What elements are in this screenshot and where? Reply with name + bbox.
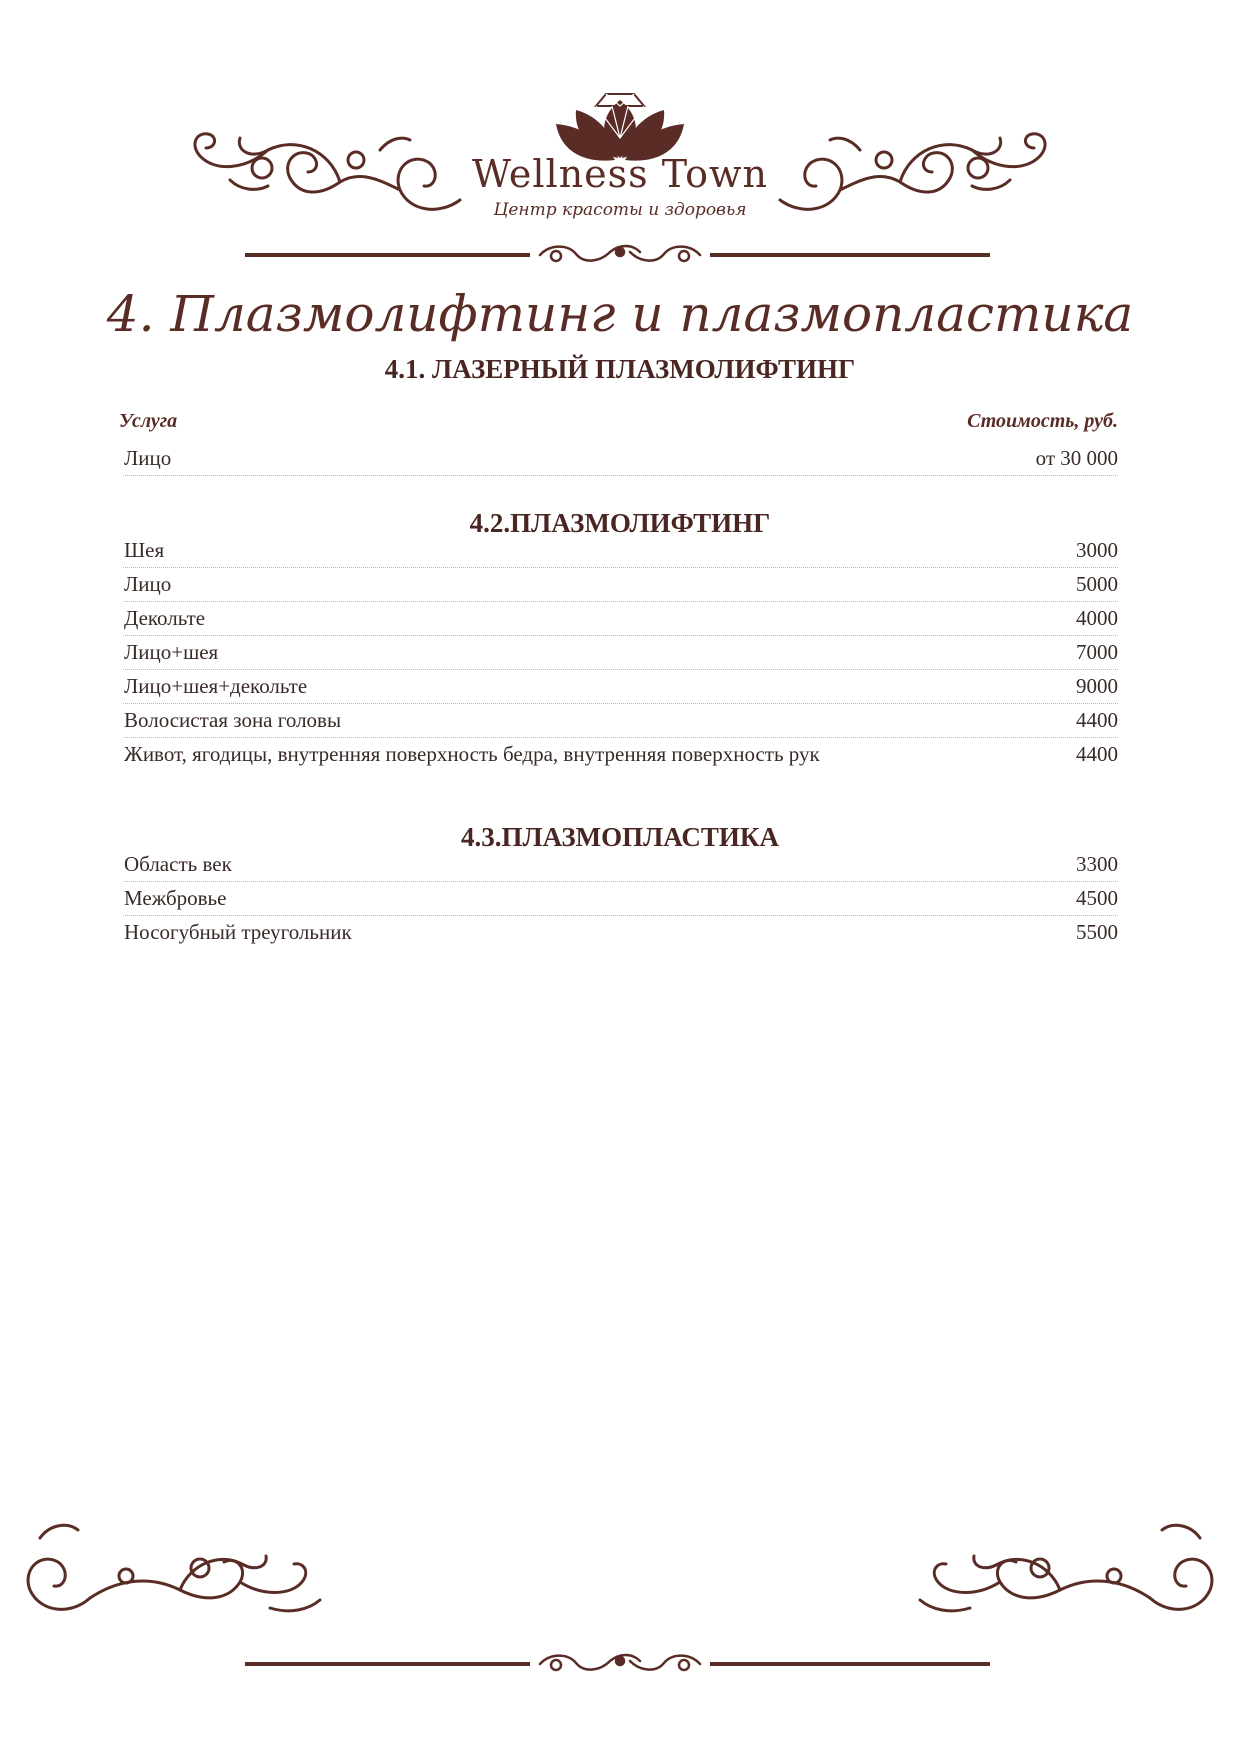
service-name: Носогубный треугольник	[124, 920, 352, 944]
service-name: Лицо+шея	[124, 640, 219, 664]
service-name: Живот, ягодицы, внутренняя поверхность бедра, внутренняя поверхность рук	[124, 742, 820, 766]
column-header-service: Услуга	[119, 410, 178, 432]
section-title: 4.1. ЛАЗЕРНЫЙ ПЛАЗМОЛИФТИНГ	[384, 354, 856, 384]
service-name: Декольте	[124, 606, 206, 630]
service-price: 4400	[1076, 742, 1118, 766]
price-row	[123, 670, 1118, 704]
scroll-ornament-icon	[28, 1525, 320, 1610]
price-row	[123, 882, 1118, 916]
service-price: 4400	[1076, 708, 1118, 732]
column-header-price: Стоимость, руб.	[967, 410, 1118, 432]
service-price: от 30 000	[1035, 446, 1118, 470]
service-name: Волосистая зона головы	[124, 708, 342, 732]
price-row	[123, 704, 1118, 738]
service-name: Область век	[124, 852, 232, 876]
service-price: 4000	[1076, 606, 1118, 630]
service-price: 5500	[1076, 920, 1118, 944]
service-price: 4500	[1076, 886, 1118, 910]
price-row	[123, 848, 1118, 882]
section-title: 4.3.ПЛАЗМОПЛАСТИКА	[460, 822, 780, 852]
service-price: 7000	[1076, 640, 1118, 664]
service-name: Шея	[124, 538, 165, 562]
lotus-logo-icon	[556, 94, 684, 161]
price-row	[123, 534, 1118, 568]
service-price: 3000	[1076, 538, 1118, 562]
price-row	[123, 636, 1118, 670]
service-price: 3300	[1076, 852, 1118, 876]
scroll-ornament-icon	[920, 1525, 1212, 1610]
divider-flourish-icon	[245, 245, 990, 265]
brand-tagline: Центр красоты и здоровья	[493, 200, 747, 220]
price-row	[123, 916, 1118, 949]
service-price: 5000	[1076, 572, 1118, 596]
brand-name: Wellness Town	[471, 152, 769, 196]
price-row	[123, 568, 1118, 602]
service-name: Лицо	[124, 572, 172, 596]
page-title: 4. Плазмолифтинг и плазмопластика	[106, 285, 1134, 343]
price-row	[123, 738, 1118, 771]
service-price: 9000	[1076, 674, 1118, 698]
price-row	[123, 442, 1118, 476]
service-name: Лицо+шея+декольте	[124, 674, 308, 698]
price-row	[123, 602, 1118, 636]
service-name: Лицо	[124, 446, 172, 470]
section-title: 4.2.ПЛАЗМОЛИФТИНГ	[469, 508, 771, 538]
service-name: Межбровье	[124, 886, 227, 910]
divider-flourish-icon	[245, 1652, 990, 1674]
